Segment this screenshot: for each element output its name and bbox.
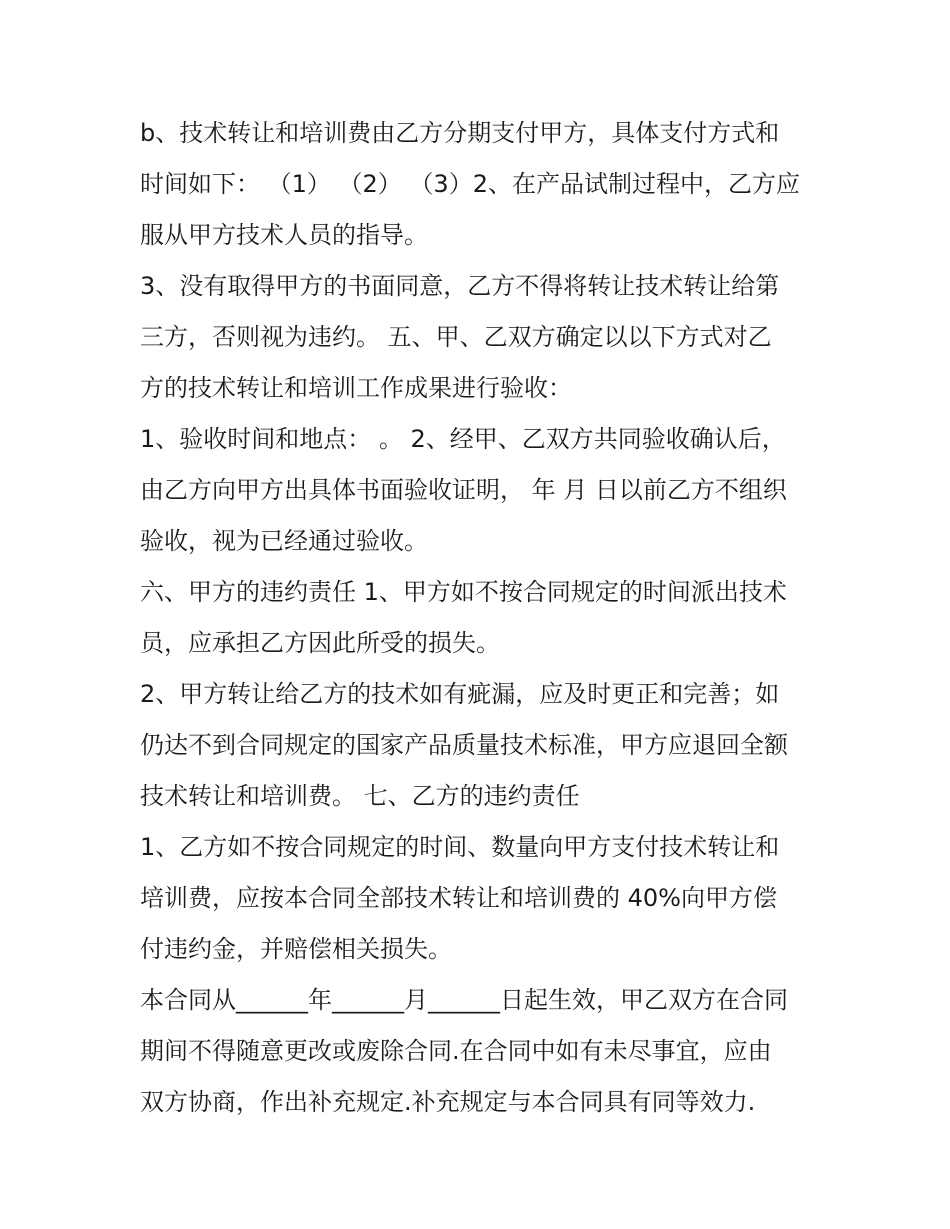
text-line: 技术转让和培训费。 七、乙方的违约责任 (140, 782, 580, 810)
text-line: 员，应承担乙方因此所受的损失。 (140, 629, 500, 657)
text-line: 双方协商，作出补充规定.补充规定与本合同具有同等效力. (140, 1088, 756, 1116)
text-line: 由乙方向甲方出具体书面验收证明， 年 月 日以前乙方不组织 (140, 476, 787, 504)
text-line: 1、乙方如不按合同规定的时间、数量向甲方支付技术转让和 (140, 833, 780, 861)
text-line: 验收，视为已经通过验收。 (140, 527, 428, 555)
text-line: 服从甲方技术人员的指导。 (140, 221, 428, 249)
text-line: 3、没有取得甲方的书面同意，乙方不得将转让技术转让给第 (140, 272, 780, 300)
text-line: b、技术转让和培训费由乙方分期支付甲方，具体支付方式和 (140, 119, 780, 147)
text-line: 方的技术转让和培训工作成果进行验收： (140, 374, 572, 402)
text-line: 付违约金，并赔偿相关损失。 (140, 935, 452, 963)
document-body (140, 108, 820, 1128)
text-line: 培训费，应按本合同全部技术转让和培训费的 40%向甲方偿 (140, 884, 777, 912)
text-line: 六、甲方的违约责任 1、甲方如不按合同规定的时间派出技术 (140, 578, 787, 606)
text-line: 三方，否则视为违约。 五、甲、乙双方确定以以下方式对乙 (140, 323, 772, 351)
text-line: 仍达不到合同规定的国家产品质量技术标准，甲方应退回全额 (140, 731, 788, 759)
text-line: 2、甲方转让给乙方的技术如有疵漏，应及时更正和完善；如 (140, 680, 780, 708)
text-line: 1、验收时间和地点： 。 2、经甲、乙双方共同验收确认后， (140, 425, 786, 453)
text-line: 本合同从______年______月______日起生效，甲乙双方在合同 (140, 986, 788, 1014)
text-line: 时间如下： （1） （2） （3）2、在产品试制过程中，乙方应 (140, 170, 800, 198)
text-line: 期间不得随意更改或废除合同.在合同中如有未尽事宜，应由 (140, 1037, 772, 1065)
